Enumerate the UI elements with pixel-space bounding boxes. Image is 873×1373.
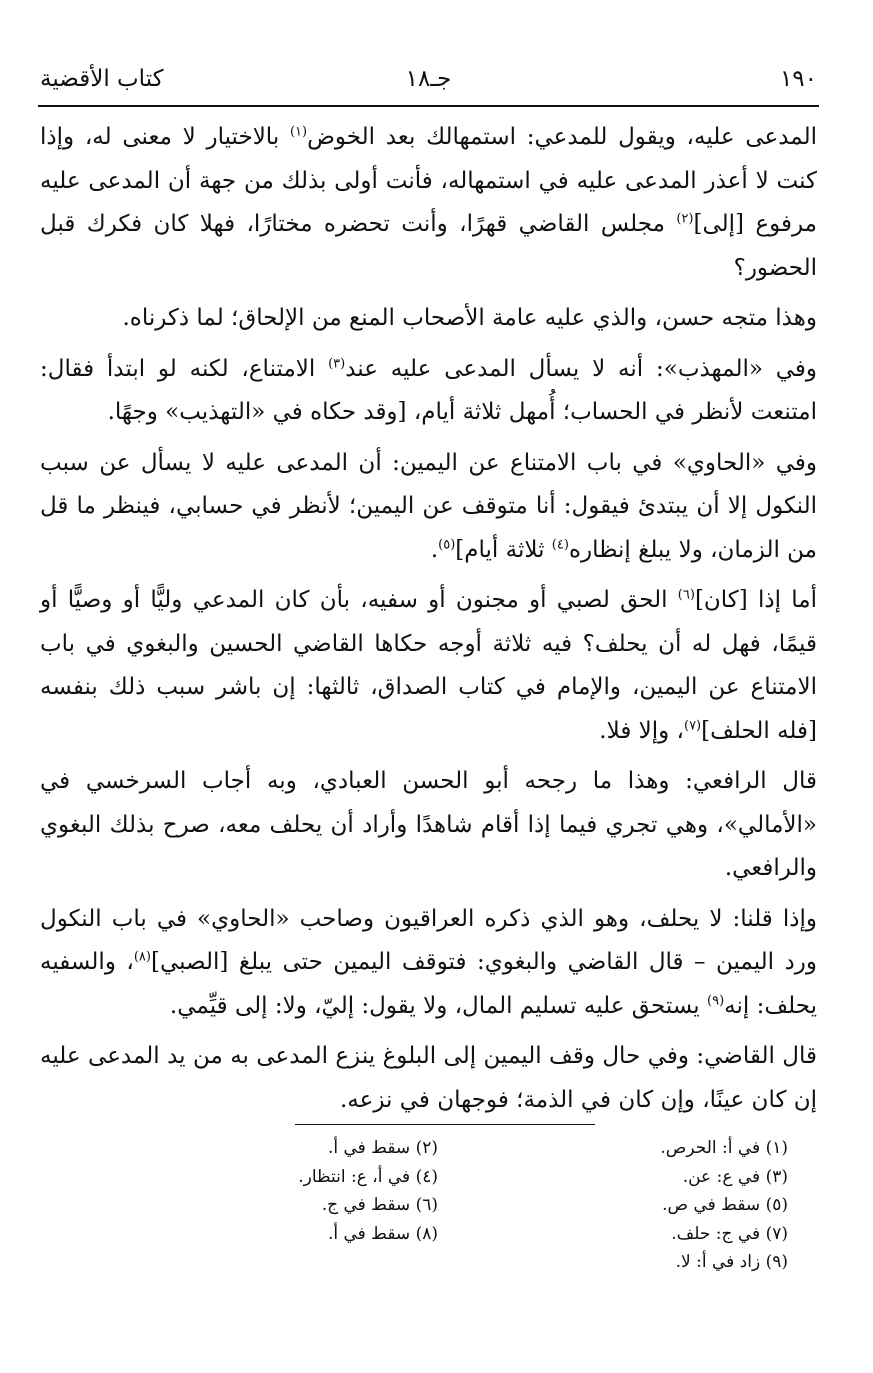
header-rule (38, 105, 819, 107)
footnote (488, 1248, 788, 1277)
text-run: المدعى عليه، ويقول للمدعي: استمهالك بعد الخوض (307, 124, 817, 150)
footnote (198, 1220, 438, 1249)
text-run: وفي «الحاوي» في باب الامتناع عن اليمين: أن المدعى عليه لا يسأل عن سبب النكول إلا أن يبتدئ فيقول: أنا متوقف عن اليمين؛ لأنظر في حسابي، فينظر ما قل من الزمان، ولا يبلغ إنظاره (40, 449, 817, 563)
text-run: الحق لصبي أو مجنون أو سفيه، بأن كان المدعي وليًّا أو وصيًّا أو قيمًا، فهل له أن يحلف؟ فيه ثلاثة أوجه حكاها القاضي الحسين والبغوي في باب الامتناع عن اليمين، والإمام في كتاب الصداق، ثالثها: إن باشر سبب ذلك بنفسه [فله الحلف] (40, 587, 817, 744)
running-header (40, 66, 817, 100)
footnote-number: (٧) (765, 1223, 788, 1244)
footnote-number: (٤) (415, 1166, 438, 1187)
footnote-number: (٥) (765, 1195, 788, 1215)
footnote-rule (295, 1124, 595, 1125)
footnote-number: (٩) (765, 1252, 788, 1272)
volume-label: جـ١٨ (405, 66, 452, 92)
paragraph (40, 760, 817, 891)
page-number: ١٩٠ (779, 66, 817, 92)
footnote-number: (١) (765, 1138, 788, 1158)
text-run: بالاختيار لا معنى له، وإذا كنت لا أعذر المدعى عليه في استمهاله، فأنت أولى بذلك من جهة أن المدعى عليه مرفوع [إلى] (40, 124, 817, 237)
text-run: وهذا متجه حسن، والذي عليه عامة الأصحاب المنع من الإلحاق؛ لما ذكرناه. (122, 305, 817, 331)
text-run: ، وإلا فلا. (599, 717, 684, 744)
text-run: وإذا قلنا: لا يحلف، وهو الذي ذكره العراقيون وصاحب «الحاوي» في باب النكول ورد اليمين – قال القاضي والبغوي: فتوقف اليمين حتى يبلغ [الصبي] (40, 905, 817, 975)
footnote-marker: (٧) (683, 717, 702, 733)
text-run: الامتناع، لكنه لو ابتدأ فقال: امتنعت لأنظر في الحساب؛ أُمهل ثلاثة أيام، [وقد حكاه في «التهذيب» وجهًا. (40, 355, 817, 425)
footnote (488, 1220, 788, 1249)
paragraph (40, 348, 817, 435)
footnote-text: في أ، ع: انتظار. (298, 1166, 411, 1187)
footnote-marker: (٩) (707, 992, 725, 1008)
footnote-text: في ع: عن. (682, 1166, 761, 1187)
footnote-text: سقط في أ. (327, 1138, 411, 1158)
footnote-text: زاد في أ: لا. (675, 1252, 761, 1272)
footnote-text: في أ: الحرص. (660, 1138, 761, 1158)
footnotes-column-left (198, 1134, 438, 1248)
footnote (488, 1191, 788, 1220)
footnote-number: (٦) (415, 1195, 438, 1215)
footnote-marker: (٤) (551, 536, 569, 552)
footnote-text: سقط في ص. (662, 1195, 761, 1215)
footnote (198, 1191, 438, 1220)
footnote (198, 1134, 438, 1163)
paragraph (40, 898, 817, 1029)
book-title: كتاب الأقضية (40, 66, 164, 92)
footnote-text: في ج: حلف. (671, 1223, 761, 1244)
footnote-marker: (٣) (328, 355, 346, 371)
paragraph (40, 297, 817, 341)
footnote-text: سقط في ج. (321, 1195, 411, 1215)
text-run: ثلاثة أيام] (455, 536, 552, 563)
text-run: وفي «المهذب»: أنه لا يسأل المدعى عليه عند (345, 355, 817, 382)
footnotes-column-right (488, 1134, 788, 1277)
text-run: ، والسفيه يحلف: إنه (40, 949, 817, 1019)
footnote-marker: (٢) (676, 211, 694, 227)
footnote-number: (٣) (765, 1166, 788, 1187)
paragraph (40, 116, 817, 290)
text-run: يستحق عليه تسليم المال، ولا يقول: إليّ، ولا: إلى قيِّمي. (169, 992, 707, 1019)
footnote (488, 1134, 788, 1163)
footnote-number: (٢) (415, 1138, 438, 1158)
main-text (40, 116, 817, 1122)
text-run: قال القاضي: وفي حال وقف اليمين إلى البلوغ ينزع المدعى به من يد المدعى عليه إن كان عينًا، وإن كان في الذمة؛ فوجهان في نزعه. (40, 1043, 817, 1113)
paragraph (40, 442, 817, 573)
text-run: أما إذا [كان] (694, 587, 817, 613)
text-run: قال الرافعي: وهذا ما رجحه أبو الحسن العبادي، وبه أجاب السرخسي في «الأمالي»، وهي تجري فيما إذا أقام شاهدًا وأراد أن يحلف معه، صرح بذلك البغوي والرافعي. (40, 768, 817, 881)
paragraph (40, 1035, 817, 1122)
text-run: . (430, 536, 439, 563)
footnote-marker: (٦) (677, 587, 695, 603)
footnote (198, 1163, 438, 1192)
footnote-marker: (٨) (133, 949, 151, 965)
footnote-number: (٨) (415, 1223, 438, 1244)
footnote-marker: (١) (289, 124, 308, 140)
footnote-text: سقط في أ. (327, 1223, 411, 1244)
footnote (488, 1163, 788, 1192)
footnote-marker: (٥) (438, 536, 456, 552)
paragraph (40, 579, 817, 753)
text-run: مجلس القاضي قهرًا، وأنت تحضره مختارًا، فهلا كان فكرك قبل الحضور؟ (40, 211, 817, 281)
